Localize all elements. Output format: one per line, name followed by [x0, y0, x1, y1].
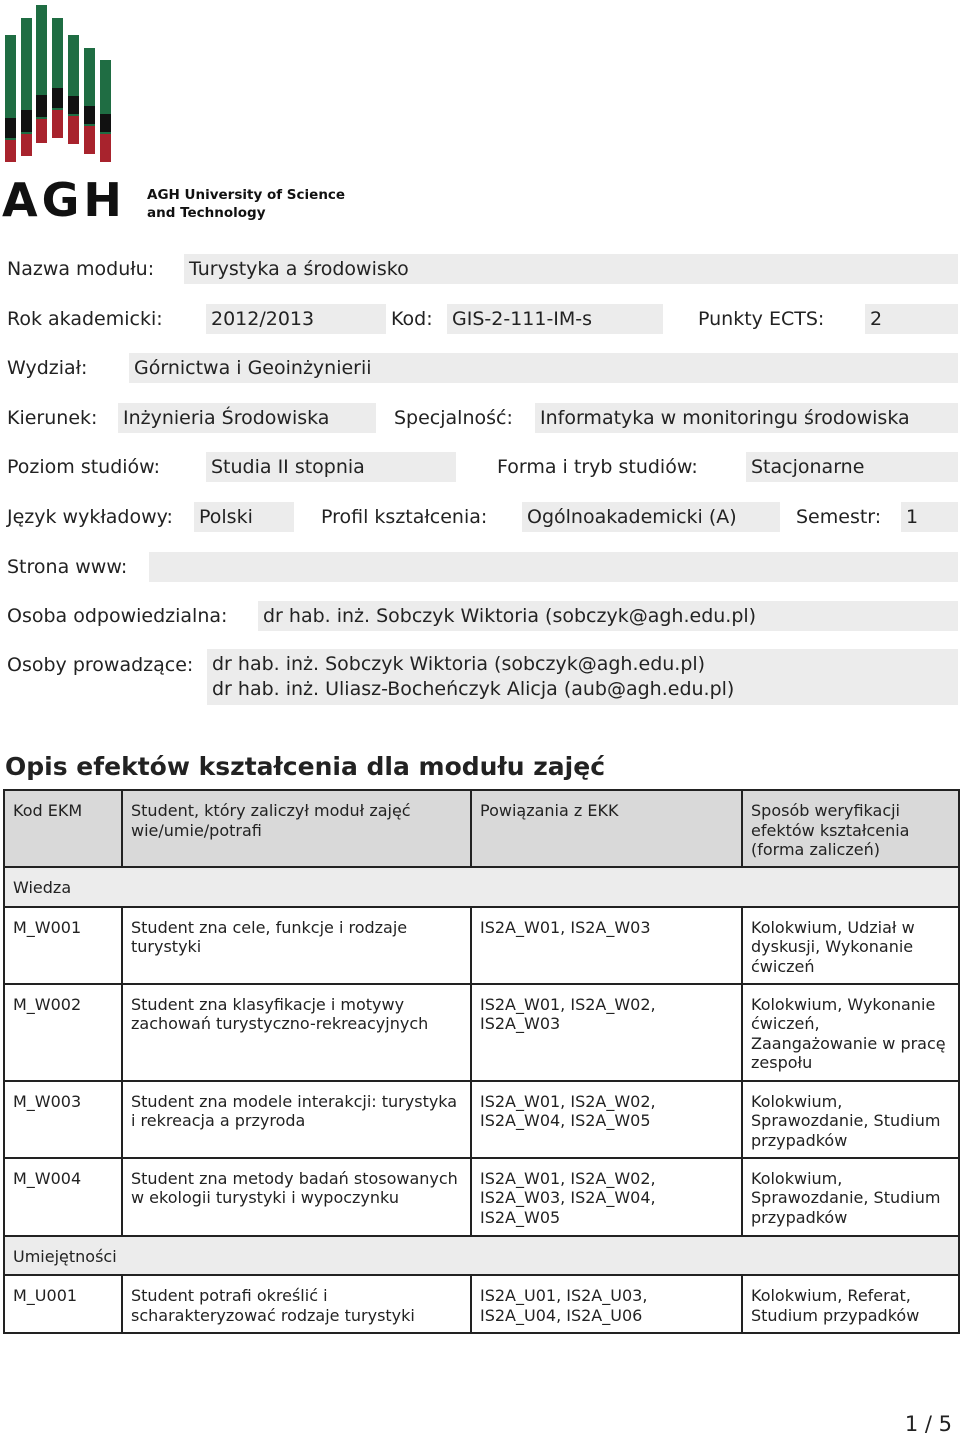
logo-university-line1: AGH University of Science	[147, 187, 346, 203]
field-label: Kierunek:	[7, 407, 98, 429]
header-outcome: Student, który zaliczył moduł zajęć wie/umie/potrafi	[122, 790, 471, 867]
study-mode-label: Forma i tryb studiów:	[497, 456, 698, 478]
module-name-label: Nazwa modułu:	[7, 258, 155, 280]
cell-outcome: Student potrafi określić i scharakteryzować rodzaje turystyki	[122, 1275, 471, 1333]
header-code: Kod EKM	[4, 790, 122, 867]
semester-label: Semestr:	[796, 506, 882, 528]
faculty-label: Wydział:	[7, 357, 88, 379]
section-title: Opis efektów kształcenia dla modułu zajęć	[5, 752, 606, 781]
code-label: Kod:	[391, 308, 433, 330]
header-links: Powiązania z EKK	[471, 790, 742, 867]
teacher-2: dr hab. inż. Uliasz-Bocheńczyk Alicja (aub@agh.edu.pl)	[212, 678, 735, 700]
cell-links: IS2A_W01, IS2A_W02, IS2A_W03	[471, 984, 742, 1081]
study-level-label: Poziom studiów:	[7, 456, 161, 478]
cell-code: M_W001	[4, 907, 122, 984]
table-row	[4, 907, 959, 984]
ects-value: 2	[865, 304, 958, 334]
study-mode-value: Stacjonarne	[746, 452, 958, 482]
language-label: Język wykładowy:	[7, 506, 173, 528]
cell-verification: Kolokwium, Udział w dyskusji, Wykonanie ćwiczeń	[742, 907, 959, 984]
field-value: Inżynieria Środowiska	[118, 403, 376, 433]
code-value: GIS-2-111-IM-s	[447, 304, 663, 334]
profile-value: Ogólnoakademicki (A)	[522, 502, 780, 532]
cell-outcome: Student zna klasyfikacje i motywy zachowań turystyczno-rekreacyjnych	[122, 984, 471, 1081]
cell-code: M_W004	[4, 1158, 122, 1236]
table-row	[4, 1158, 959, 1236]
responsible-value: dr hab. inż. Sobczyk Wiktoria (sobczyk@agh.edu.pl)	[258, 601, 958, 631]
cell-code: M_U001	[4, 1275, 122, 1333]
group-label: Wiedza	[4, 867, 959, 907]
teachers-value	[207, 649, 958, 705]
cell-links: IS2A_W01, IS2A_W02, IS2A_W04, IS2A_W05	[471, 1081, 742, 1158]
learning-outcomes-table	[3, 789, 960, 1334]
group-row-skills	[4, 1236, 959, 1276]
table-row	[4, 1081, 959, 1158]
ects-label: Punkty ECTS:	[698, 308, 825, 330]
cell-verification: Kolokwium, Sprawozdanie, Studium przypadków	[742, 1081, 959, 1158]
cell-code: M_W002	[4, 984, 122, 1081]
semester-value: 1	[901, 502, 958, 532]
agh-logo-mark	[0, 0, 360, 225]
website-label: Strona www:	[7, 556, 128, 578]
website-value	[149, 552, 958, 582]
responsible-label: Osoba odpowiedzialna:	[7, 605, 228, 627]
cell-code: M_W003	[4, 1081, 122, 1158]
cell-outcome: Student zna metody badań stosowanych w ekologii turystyki i wypoczynku	[122, 1158, 471, 1236]
specialty-label: Specjalność:	[394, 407, 513, 429]
agh-logo	[0, 0, 360, 225]
academic-year-value: 2012/2013	[206, 304, 386, 334]
cell-verification: Kolokwium, Sprawozdanie, Studium przypadków	[742, 1158, 959, 1236]
teacher-1: dr hab. inż. Sobczyk Wiktoria (sobczyk@agh.edu.pl)	[212, 653, 706, 675]
cell-outcome: Student zna cele, funkcje i rodzaje turystyki	[122, 907, 471, 984]
academic-year-label: Rok akademicki:	[7, 308, 163, 330]
table-header-row	[4, 790, 959, 867]
teachers-label: Osoby prowadzące:	[7, 654, 194, 676]
cell-links: IS2A_W01, IS2A_W03	[471, 907, 742, 984]
logo-university-line2: and Technology	[147, 205, 266, 221]
group-label: Umiejętności	[4, 1236, 959, 1276]
faculty-value: Górnictwa i Geoinżynierii	[129, 353, 958, 383]
cell-links: IS2A_U01, IS2A_U03, IS2A_U04, IS2A_U06	[471, 1275, 742, 1333]
specialty-value: Informatyka w monitoringu środowiska	[535, 403, 958, 433]
study-level-value: Studia II stopnia	[206, 452, 456, 482]
module-name-value: Turystyka a środowisko	[184, 254, 958, 284]
logo-mark-text: AGH	[2, 173, 126, 225]
page-number: 1 / 5	[904, 1412, 952, 1436]
cell-outcome: Student zna modele interakcji: turystyka i rekreacja a przyroda	[122, 1081, 471, 1158]
cell-links: IS2A_W01, IS2A_W02, IS2A_W03, IS2A_W04, IS2A_W05	[471, 1158, 742, 1236]
table-row	[4, 984, 959, 1081]
logo-bars	[5, 5, 111, 162]
header-verification: Sposób weryfikacji efektów kształcenia (forma zaliczeń)	[742, 790, 959, 867]
table-row	[4, 1275, 959, 1333]
cell-verification: Kolokwium, Wykonanie ćwiczeń, Zaangażowanie w pracę zespołu	[742, 984, 959, 1081]
profile-label: Profil kształcenia:	[321, 506, 488, 528]
language-value: Polski	[194, 502, 294, 532]
group-row-knowledge	[4, 867, 959, 907]
cell-verification: Kolokwium, Referat, Studium przypadków	[742, 1275, 959, 1333]
